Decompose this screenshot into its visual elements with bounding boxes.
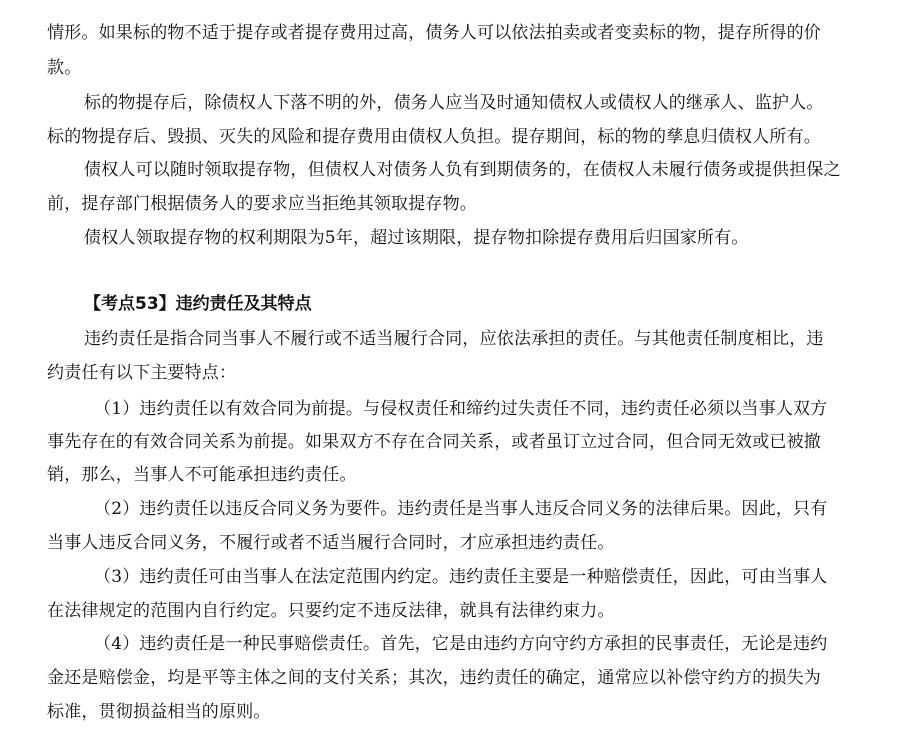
paragraph-line: 标的物提存后、毁损、灭失的风险和提存费用由债权人负担。提存期间，标的物的孳息归债权人所有。 xyxy=(47,127,821,147)
paragraph-line: 债权人领取提存物的权利期限为5年，超过该期限，提存物扣除提存费用后归国家所有。 xyxy=(84,228,749,248)
list-item-line: 当事人违反合同义务，不履行或者不适当履行合同时，才应承担违约责任。 xyxy=(47,533,615,553)
paragraph-line: 标的物提存后，除债权人下落不明的外，债务人应当及时通知债权人或债权人的继承人、监护人。 xyxy=(84,93,824,113)
list-item-line: 在法律规定的范围内自行约定。只要约定不违反法律，就具有法律约束力。 xyxy=(47,601,615,621)
section-heading: 【考点53】违约责任及其特点 xyxy=(84,294,312,314)
section-intro-line: 违约责任是指合同当事人不履行或不适当履行合同，应依法承担的责任。与其他责任制度相比，违 xyxy=(84,329,824,349)
paragraph-line: 债权人可以随时领取提存物，但债权人对债务人负有到期债务的，在债权人未履行债务或提供担保之 xyxy=(84,160,841,180)
section-intro-line: 约责任有以下主要特点： xyxy=(47,363,237,383)
list-item-line: （3）违约责任可由当事人在法定范围内约定。违约责任主要是一种赔偿责任，因此，可由当事人 xyxy=(94,567,828,587)
list-item-line: （4）违约责任是一种民事赔偿责任。首先，它是由违约方向守约方承担的民事责任，无论是违约 xyxy=(94,634,828,654)
paragraph-line: 款。 xyxy=(47,58,82,78)
paragraph-line: 情形。如果标的物不适于提存或者提存费用过高，债务人可以依法拍卖或者变卖标的物，提存所得的价 xyxy=(47,23,821,43)
list-item-line: 事先存在的有效合同关系为前提。如果双方不存在合同关系，或者虽订立过合同，但合同无效或已被撤 xyxy=(47,432,821,452)
list-item-line: 金还是赔偿金，均是平等主体之间的支付关系；其次，违约责任的确定，通常应以补偿守约方的损失为 xyxy=(47,668,821,688)
list-item-line: 销，那么，当事人不可能承担违约责任。 xyxy=(47,465,357,485)
list-item-line: 标准，贯彻损益相当的原则。 xyxy=(47,702,271,722)
paragraph-line: 前，提存部门根据债务人的要求应当拒绝其领取提存物。 xyxy=(47,194,477,214)
list-item-line: （1）违约责任以有效合同为前提。与侵权责任和缔约过失责任不同，违约责任必须以当事人双方 xyxy=(94,399,828,419)
list-item-line: （2）违约责任以违反合同义务为要件。违约责任是当事人违反合同义务的法律后果。因此，只有 xyxy=(94,499,828,519)
